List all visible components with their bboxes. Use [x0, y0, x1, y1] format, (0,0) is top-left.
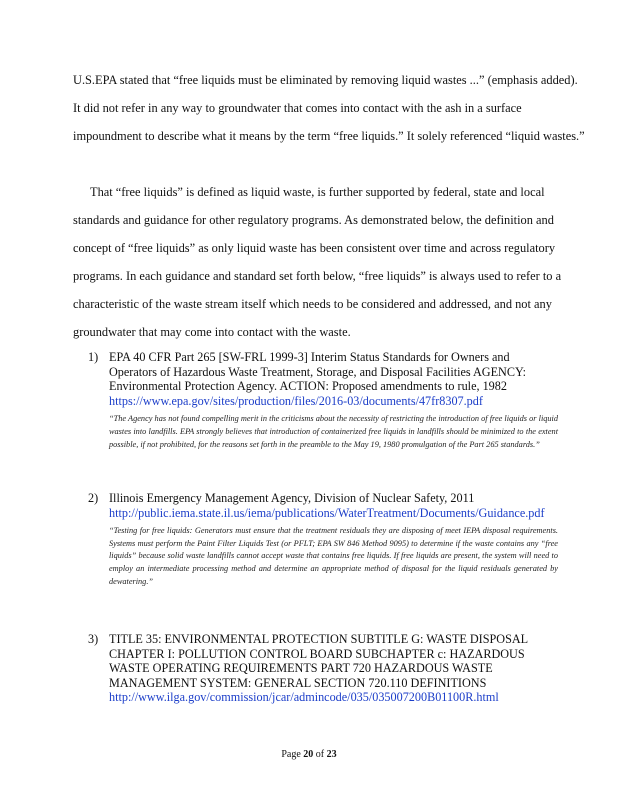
reference-3-number: 3) [88, 632, 99, 646]
paragraph-2-text: That “free liquids” is defined as liquid waste, is further supported by federal, state and local standards and guidance for other regulatory programs. As demonstrated below, the definition and concept of “free liquids” as only liquid waste has been consistent over time and across regulatory programs. In each guidance and standard set forth below, “free liquids” is always used to refer to a characteristic of the waste stream itself which needs to be considered and addressed, and not any groundwater that may come into contact with the waste. [73, 185, 562, 339]
reference-1-link[interactable]: https://www.epa.gov/sites/production/files/2016-03/documents/47fr8307.pdf [109, 393, 483, 408]
reference-2-title: Illinois Emergency Management Agency, Division of Nuclear Safety, 2011 [109, 491, 475, 505]
reference-1-quote: “The Agency has not found compelling merit in the criticisms about the necessity of restricting the introduction of free liquids or liquid wastes into landfills. EPA strongly believes that introduction of containerized free liquids in landfills should be minimized to the extent possible, if not prohibited, for the reasons set forth in the preamble to the May 19, 1980 promulgation of the Part 265 standards.” [109, 414, 558, 449]
paragraph-1-text: U.S.EPA stated that “free liquids must be eliminated by removing liquid wastes ...” (emphasis added). It did not refer in any way to groundwater that comes into contact with the ash in a surface impoundment to describe what it means by the term “free liquids.” It solely referenced “liquid wastes.” [73, 73, 585, 143]
footer-of-label: of [315, 749, 325, 760]
footer-page-total: 23 [326, 749, 337, 760]
reference-2 [88, 491, 558, 588]
paragraph-1 [73, 67, 588, 151]
reference-3-link[interactable]: http://www.ilga.gov/commission/jcar/admincode/035/035007200B01100R.html [109, 690, 499, 705]
page-footer [0, 749, 618, 760]
reference-2-quote: “Testing for free liquids: Generators must ensure that the treatment residuals they are disposing of meet IEPA disposal requirements. Systems must perform the Paint Filter Liquids Test (or PFLT; EPA SW 846 Method 9095) to determine if the waste contains any “free liquids” because solid waste landfills cannot accept waste that contains free liquids. If free liquids are present, the system will need to employ an intermediate processing method and determine an appropriate method of disposal for the liquid residuals generated by dewatering.” [109, 526, 558, 586]
reference-2-link[interactable]: http://public.iema.state.il.us/iema/publications/WaterTreatment/Documents/Guidance.pdf [109, 505, 545, 520]
reference-3 [88, 632, 558, 705]
reference-3-title: TITLE 35: ENVIRONMENTAL PROTECTION SUBTITLE G: WASTE DISPOSAL CHAPTER I: POLLUTION CONTROL BOARD SUBCHAPTER c: HAZARDOUS WASTE OPERATING REQUIREMENTS PART 720 HAZARDOUS WASTE MANAGEMENT SYSTEM: GENERAL SECTION 720.110 DEFINITIONS [109, 632, 528, 690]
reference-2-number: 2) [88, 491, 99, 505]
reference-1-number: 1) [88, 350, 99, 364]
reference-1-title: EPA 40 CFR Part 265 [SW-FRL 1999-3] Interim Status Standards for Owners and Operators of Hazardous Waste Treatment, Storage, and Disposal Facilities AGENCY: Environmental Protection Agency. ACTION: Proposed amendments to rule, 1982 [109, 350, 527, 394]
footer-page-label: Page [281, 749, 301, 760]
reference-1 [88, 350, 558, 451]
paragraph-2 [73, 179, 588, 346]
footer-page-number: 20 [303, 749, 314, 760]
